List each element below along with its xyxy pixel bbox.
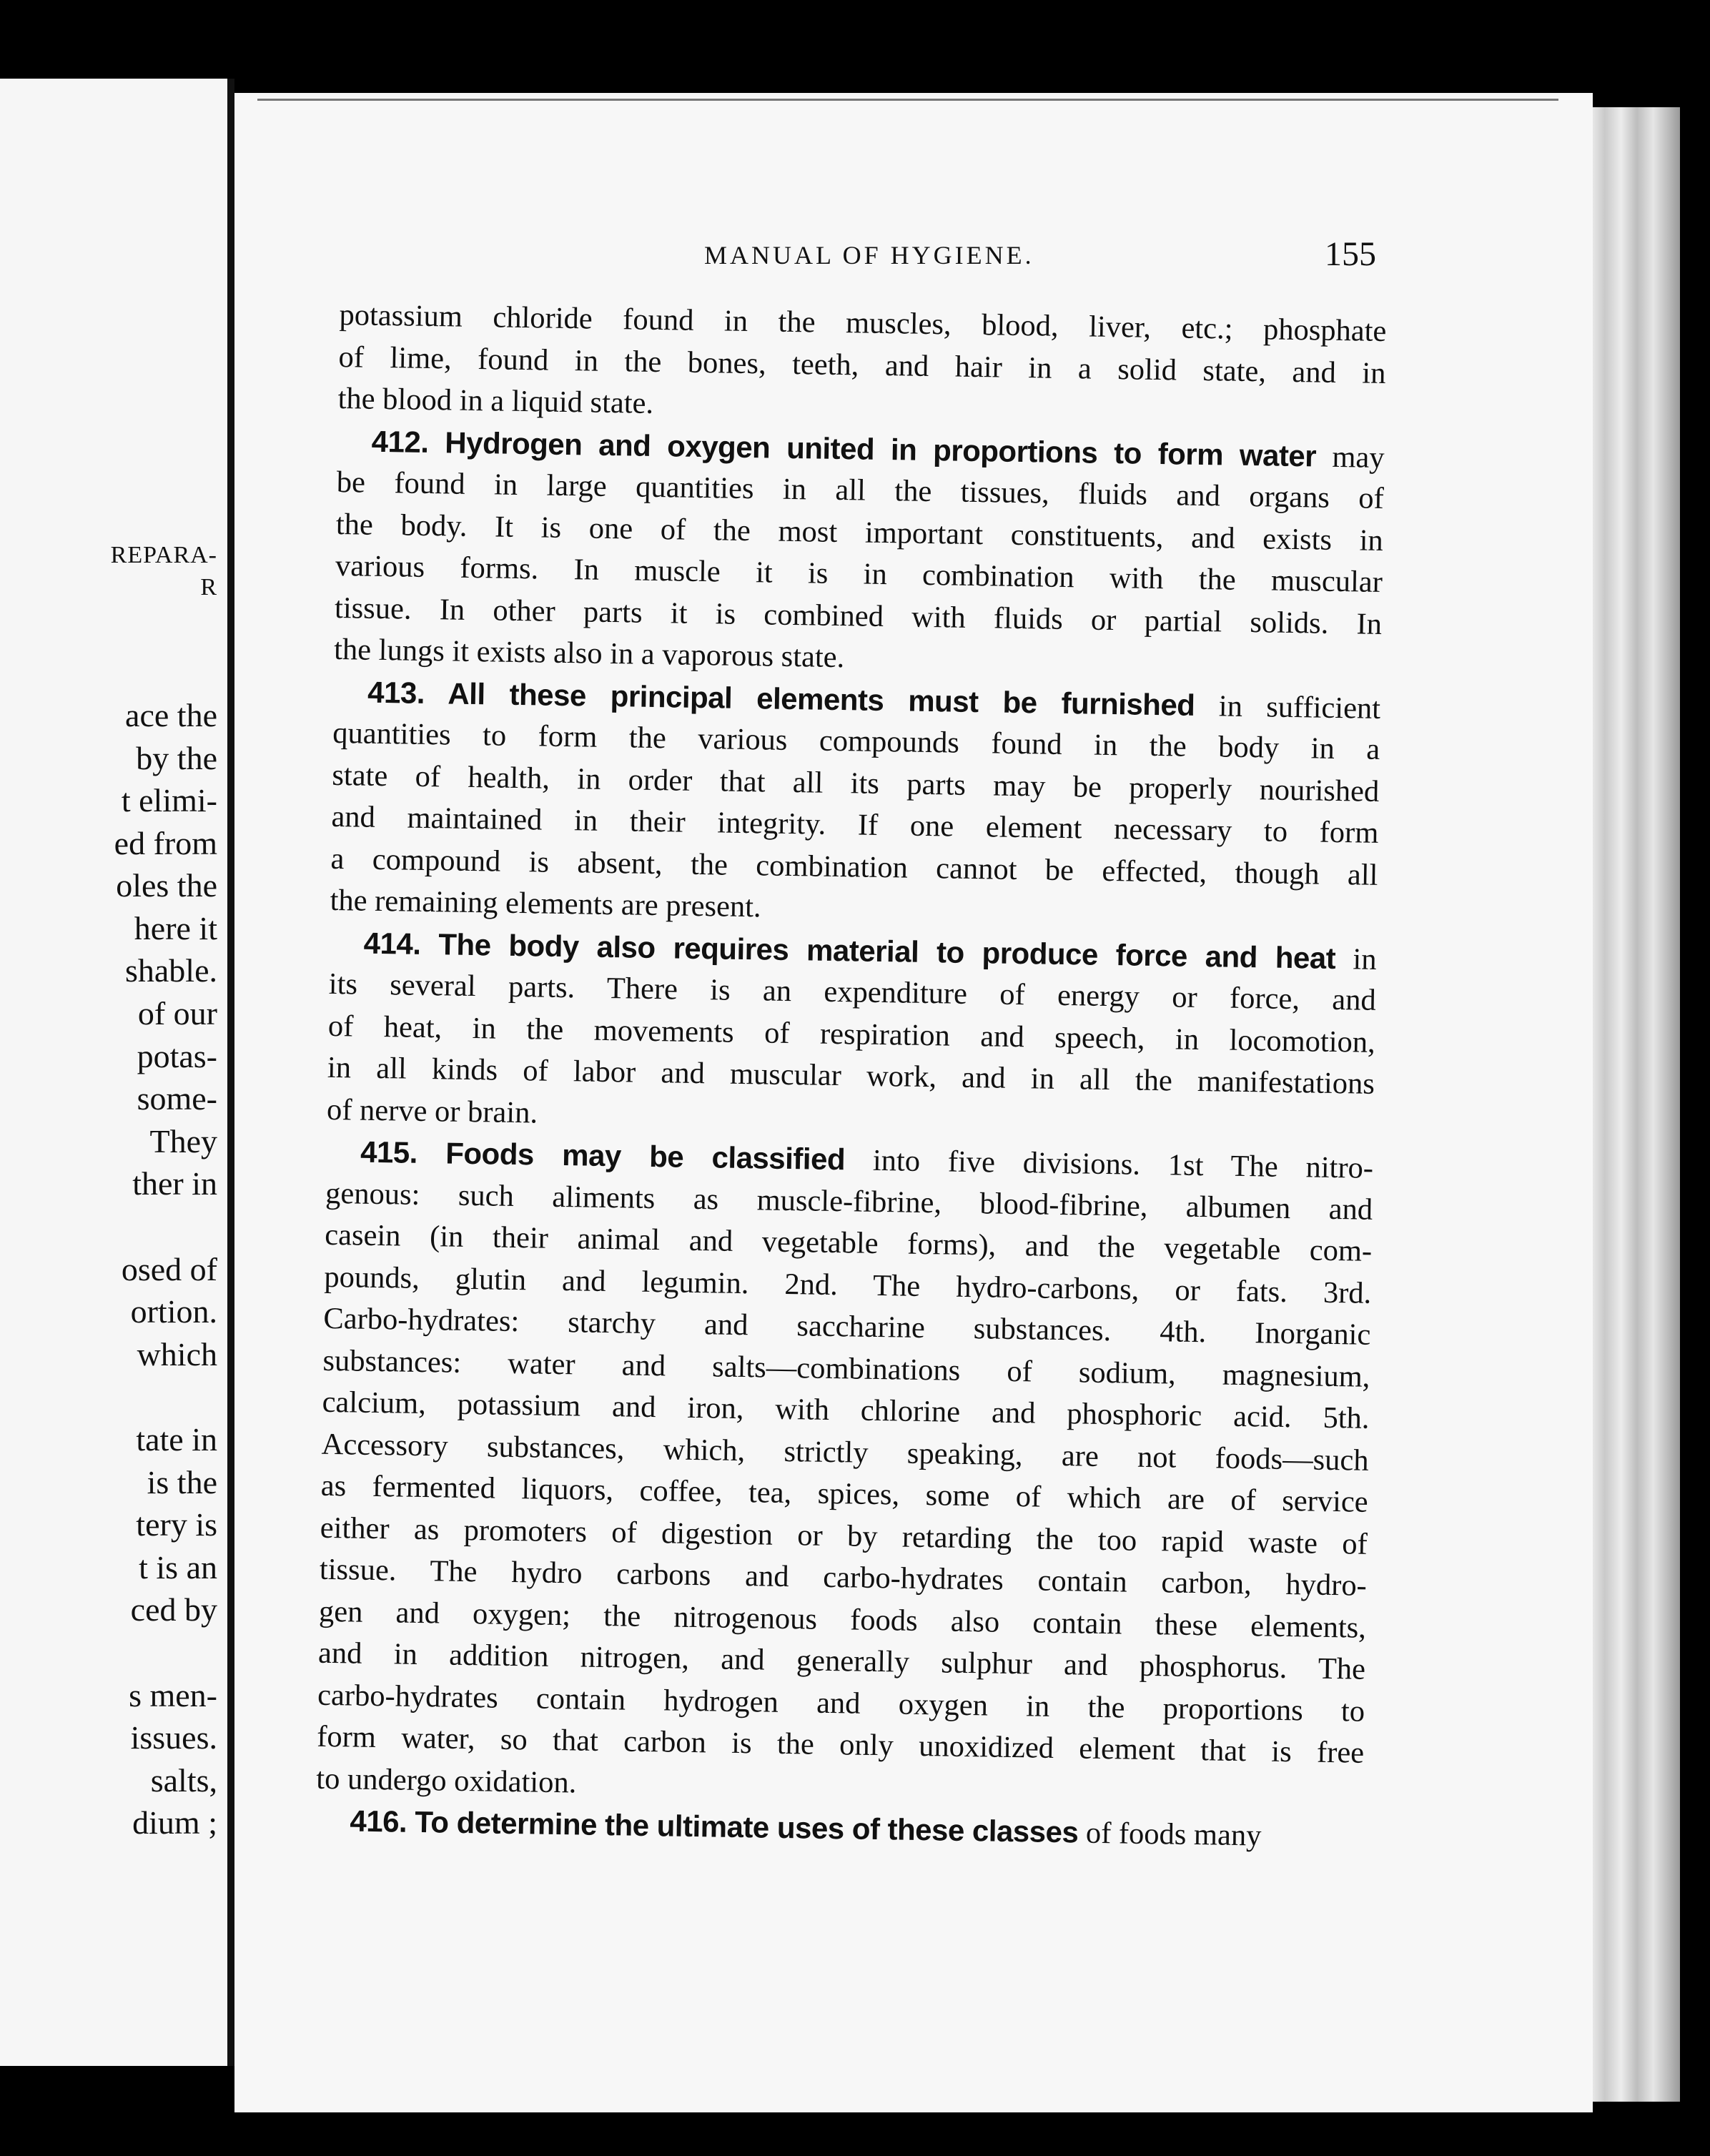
text-line: genous: such aliments as muscle-fibrine, blood-fibrine, albumen and <box>325 1176 1373 1227</box>
left-page-line: potas- <box>137 1038 217 1074</box>
text-line: gen and oxygen; the nitrogenous foods also contain these elements, <box>318 1594 1367 1645</box>
left-page-line: by the <box>136 740 217 776</box>
left-page-line: of our <box>137 995 217 1032</box>
text-line: of lime, found in the bones, teeth, and hair in a solid state, and in <box>338 340 1386 390</box>
left-page-line: shable. <box>124 952 217 989</box>
page-number: 155 <box>1325 235 1376 273</box>
left-page-line: ace the <box>125 697 217 733</box>
text-line: its several parts. There is an expenditure of energy or force, and <box>328 966 1377 1017</box>
left-page-line: issues. <box>130 1719 217 1756</box>
text-line: state of health, in order that all its parts may be properly nourished <box>332 758 1380 808</box>
text-line: to undergo oxidation. <box>316 1761 577 1799</box>
text-line: the remaining elements are present. <box>330 883 761 924</box>
left-page-line: oles the <box>116 867 217 904</box>
left-page-line: here it <box>134 910 217 946</box>
left-page-line: ortion. <box>130 1293 217 1330</box>
paragraph-heading: 415. Foods may be classified <box>360 1134 846 1177</box>
paragraph-heading: 412. Hydrogen and oxygen united in proportions to form water <box>371 424 1317 473</box>
intro-paragraph <box>337 295 1387 436</box>
page-top-edge <box>257 99 1558 101</box>
text-line: pounds, glutin and legumin. 2nd. The hydro-carbons, or fats. 3rd. <box>324 1260 1372 1310</box>
left-page-line: ed from <box>114 825 217 861</box>
lead-text: in sufficient <box>1195 688 1381 726</box>
left-page-line: tate in <box>136 1421 217 1458</box>
text-line: the blood in a liquid state. <box>337 381 654 420</box>
facing-page-left <box>0 79 234 2066</box>
text-line: tissue. The hydro carbons and carbo-hydrates contain carbon, hydro- <box>319 1552 1368 1603</box>
page-header <box>704 235 1390 283</box>
text-line: and maintained in their integrity. If one element necessary to form <box>331 799 1379 850</box>
left-page-line: tery is <box>136 1506 217 1543</box>
paragraph-415 <box>316 1131 1374 1816</box>
left-page-line: which <box>137 1336 217 1373</box>
lead-text: may <box>1315 439 1385 475</box>
paragraph-413 <box>330 671 1380 938</box>
text-line: form water, so that carbon is the only unoxidized element that is free <box>316 1719 1365 1770</box>
left-page-line: some- <box>137 1080 217 1117</box>
left-page-line: ced by <box>130 1591 217 1628</box>
left-page-line: dium ; <box>132 1804 217 1841</box>
left-page-line: s men- <box>129 1677 217 1714</box>
text-line: of nerve or brain. <box>326 1092 538 1129</box>
text-line: calcium, potassium and iron, with chlorine and phosphoric acid. 5th. <box>322 1385 1370 1435</box>
lead-text: in <box>1335 941 1377 976</box>
left-page-line: ther in <box>132 1165 217 1202</box>
paragraph-heading: 414. The body also requires material to produce force and heat <box>363 926 1336 975</box>
paragraph-heading: 413. All these principal elements must be furnished <box>367 675 1195 722</box>
text-line: casein (in their animal and vegetable forms), and the vegetable com- <box>324 1217 1373 1268</box>
lead-text: into five divisions. 1st The nitro- <box>844 1143 1374 1185</box>
left-page-line: REPARA- <box>110 542 217 568</box>
left-page-line: R <box>200 574 217 600</box>
lead-text: of foods many <box>1077 1816 1262 1853</box>
text-line: in all kinds of labor and muscular work, and in all the manifestations <box>327 1050 1375 1101</box>
text-line: the lungs it exists also in a vaporous state. <box>333 632 845 675</box>
text-line: the body. It is one of the most important constituents, and exists in <box>335 507 1384 558</box>
text-line: be found in large quantities in all the tissues, fluids and organs of <box>336 465 1385 515</box>
left-page-line: They <box>149 1123 217 1159</box>
text-line: of heat, in the movements of respiration and speech, in locomotion, <box>327 1009 1376 1059</box>
text-line: carbo-hydrates contain hydrogen and oxygen in the proportions to <box>317 1678 1365 1729</box>
paragraph-heading: 416. To determine the ultimate uses of these classes <box>350 1804 1079 1849</box>
text-line: tissue. In other parts it is combined with fluids or partial solids. In <box>334 590 1383 641</box>
paragraph-414 <box>327 921 1377 1147</box>
page-body <box>315 295 1387 1858</box>
text-line: and in addition nitrogen, and generally sulphur and phosphorus. The <box>317 1636 1366 1686</box>
text-line: potassium chloride found in the muscles, blood, liver, etc.; phosphate <box>339 297 1387 349</box>
text-line: either as promoters of digestion or by retarding the too rapid waste of <box>320 1510 1368 1561</box>
left-page-line: salts, <box>150 1762 217 1799</box>
text-line: quantities to form the various compounds found in the body in a <box>332 716 1380 766</box>
left-page-line: t elimi- <box>121 782 217 819</box>
left-page-line: osed of <box>121 1251 217 1287</box>
text-line: various forms. In muscle it is in combination with the muscular <box>335 548 1383 599</box>
text-line: substances: water and salts—combinations of sodium, magnesium, <box>322 1343 1370 1394</box>
running-title: MANUAL OF HYGIENE. <box>704 241 1034 270</box>
text-line: as fermented liquors, coffee, tea, spices, some of which are of service <box>320 1468 1369 1519</box>
text-line: Carbo-hydrates: starchy and saccharine substances. 4th. Inorganic <box>323 1301 1371 1352</box>
left-page-line: t is an <box>139 1549 217 1586</box>
paragraph-412 <box>334 420 1385 687</box>
text-line: Accessory substances, which, strictly speaking, are not foods—such <box>321 1427 1369 1478</box>
text-line: a compound is absent, the combination cannot be effected, though all <box>330 841 1378 892</box>
left-page-line: is the <box>147 1464 217 1500</box>
